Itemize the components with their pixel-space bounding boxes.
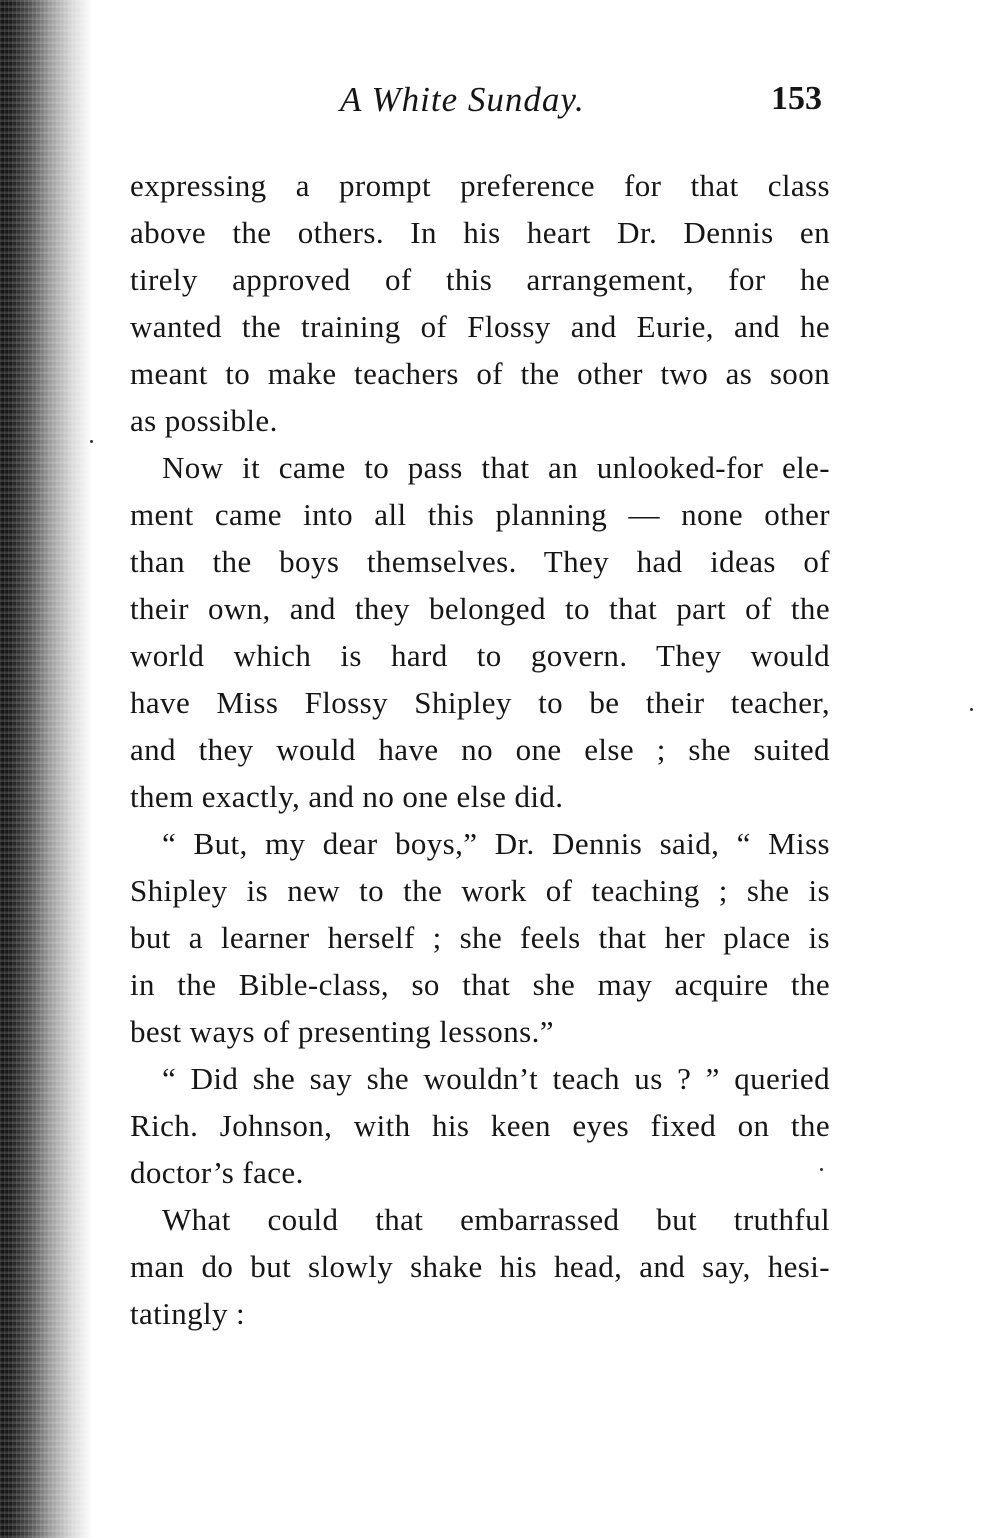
text-line: man do but slowly shake his head, and say, hesi- (130, 1249, 830, 1284)
scan-speck (820, 1168, 823, 1171)
text-line: have Miss Flossy Shipley to be their teacher, (130, 685, 830, 720)
scan-speck (90, 440, 93, 443)
text-line: their own, and they belonged to that part of the (130, 591, 830, 626)
text-line: Now it came to pass that an unlooked-for ele- (162, 450, 830, 485)
scan-speck (970, 708, 973, 711)
text-line: best ways of presenting lessons.” (130, 1014, 554, 1049)
text-line: world which is hard to govern. They would (130, 638, 830, 673)
text-line: wanted the training of Flossy and Eurie, and he (130, 309, 830, 344)
text-line: than the boys themselves. They had ideas of (130, 544, 830, 579)
text-line: tirely approved of this arrangement, for he (130, 262, 830, 297)
text-line: tatingly : (130, 1296, 246, 1331)
body-text (130, 162, 830, 1337)
running-title: A White Sunday. (340, 80, 585, 119)
text-line: What could that embarrassed but truthful (162, 1202, 830, 1237)
text-line: doctor’s face. (130, 1155, 304, 1190)
text-line: ment came into all this planning — none other (130, 497, 830, 532)
text-line: above the others. In his heart Dr. Dennis en (130, 215, 830, 250)
text-line: as possible. (130, 403, 278, 438)
text-line: them exactly, and no one else did. (130, 779, 564, 814)
text-line: “ Did she say she wouldn’t teach us ? ” queried (162, 1061, 830, 1096)
text-line: in the Bible-class, so that she may acquire the (130, 967, 830, 1002)
text-line: Rich. Johnson, with his keen eyes fixed on the (130, 1108, 830, 1143)
text-line: Shipley is new to the work of teaching ; she is (130, 873, 830, 908)
text-line: expressing a prompt preference for that class (130, 168, 830, 203)
scan-noise-texture (0, 0, 92, 1538)
text-line: meant to make teachers of the other two as soon (130, 356, 830, 391)
text-line: “ But, my dear boys,” Dr. Dennis said, “ Miss (162, 826, 830, 861)
text-line: but a learner herself ; she feels that her place is (130, 920, 830, 955)
page-number: 153 (771, 80, 822, 117)
text-line: and they would have no one else ; she suited (130, 732, 830, 767)
